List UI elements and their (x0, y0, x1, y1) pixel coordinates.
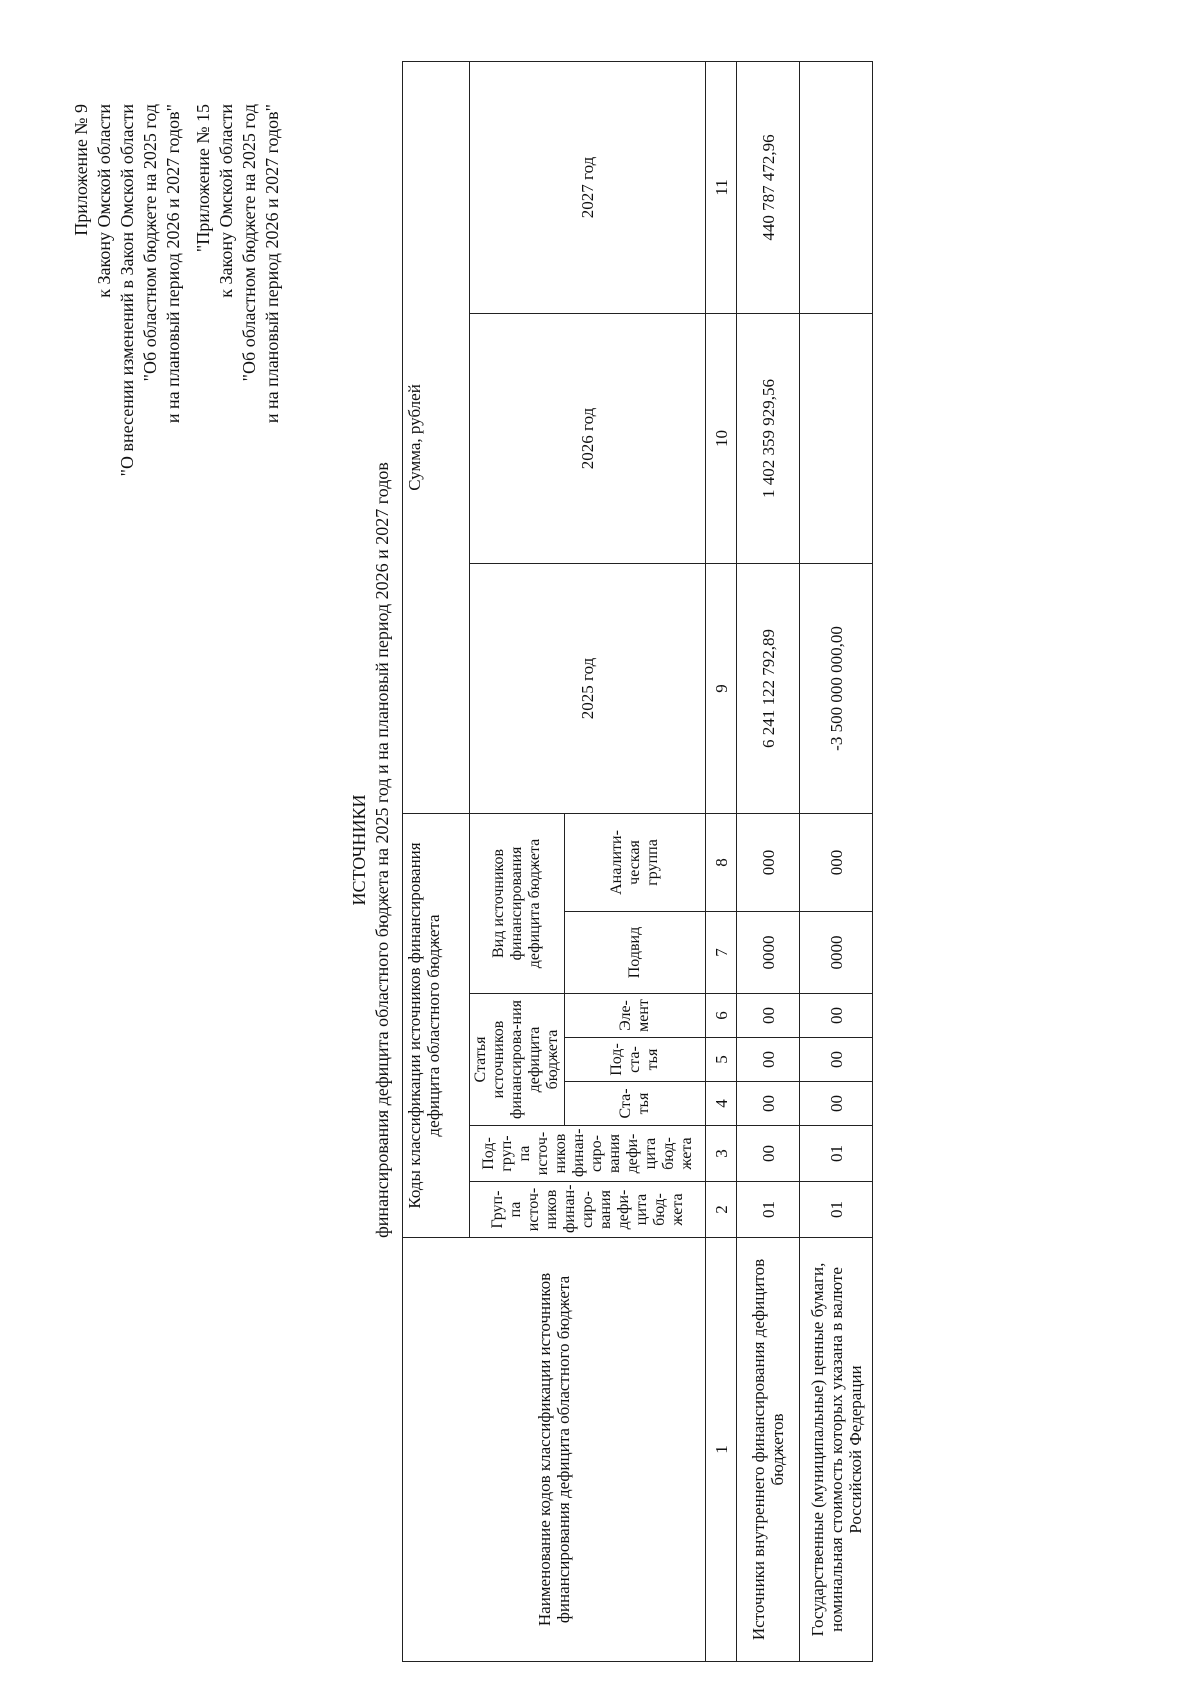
annex-secondary-line: "Об областном бюджете на 2025 год (239, 104, 259, 382)
table-row (737, 61, 800, 1661)
row-subkind-code: 0000 (800, 912, 873, 994)
column-number: 8 (706, 813, 737, 911)
annex-primary-line: к Закону Омской области (94, 104, 114, 298)
annex-primary-line: "Об областном бюджете на 2025 год (140, 104, 160, 382)
row-subkind-code: 0000 (737, 912, 800, 994)
column-number: 7 (706, 912, 737, 994)
row-article-code: 00 (737, 1082, 800, 1126)
annex-primary-line: и на плановый период 2026 и 2027 годов" (163, 104, 183, 424)
annex-primary-line: Приложение № 9 (71, 104, 91, 236)
subarticle-col-header: Под-ста-тья (565, 1038, 706, 1082)
column-number: 6 (706, 994, 737, 1038)
row-amount-2025: 6 241 122 792,89 (737, 563, 800, 813)
annex-primary-line: "О внесении изменений в Закон Омской области (117, 104, 137, 477)
column-number: 10 (706, 313, 737, 563)
column-number: 4 (706, 1082, 737, 1126)
row-amount-2027 (800, 61, 873, 313)
element-col-header: Эле-мент (565, 994, 706, 1038)
row-analytic-code: 000 (737, 813, 800, 911)
analytic-col-header: Аналити-ческая группа (565, 813, 706, 911)
row-amount-2025: -3 500 000 000,00 (800, 563, 873, 813)
subkind-col-header: Подвид (565, 912, 706, 994)
table-row (800, 61, 873, 1661)
article-header: Статья источников финансирова-ния дефицита бюджета (470, 994, 565, 1126)
annex-secondary-line: к Закону Омской области (216, 104, 236, 298)
column-number: 5 (706, 1038, 737, 1082)
column-number: 2 (706, 1182, 737, 1238)
group-header: Груп-па источ-ников финан-сиро-вания дефи-цита бюд-жета (470, 1182, 706, 1238)
codes-header: Коды классификации источников финансирования дефицита областного бюджета (403, 813, 470, 1237)
sum-header: Сумма, рублей (403, 61, 470, 813)
kind-header: Вид источников финансирования дефицита бюджета (470, 813, 565, 993)
row-element-code: 00 (800, 994, 873, 1038)
year-2025-header: 2025 год (470, 563, 706, 813)
year-2026-header: 2026 год (470, 313, 706, 563)
row-element-code: 00 (737, 994, 800, 1038)
row-analytic-code: 000 (800, 813, 873, 911)
annex-secondary (192, 104, 284, 423)
row-article-code: 00 (800, 1082, 873, 1126)
row-amount-2027: 440 787 472,96 (737, 61, 800, 313)
row-name: Источники внутреннего финансирования дефицитов бюджетов (737, 1238, 800, 1662)
row-amount-2026 (800, 313, 873, 563)
annex-primary (70, 104, 185, 476)
column-number: 9 (706, 563, 737, 813)
row-subarticle-code: 00 (737, 1038, 800, 1082)
name-header: Наименование кодов классификации источников финансирования дефицита областного бюджета (403, 1238, 706, 1662)
annex-secondary-line: и на плановый период 2026 и 2027 годов" (262, 104, 282, 424)
row-amount-2026: 1 402 359 929,56 (737, 313, 800, 563)
document-title: ИСТОЧНИКИ (349, 794, 369, 906)
document-subtitle: финансирования дефицита областного бюджета на 2025 год и на плановый период 2026 и 2027 годов (372, 462, 392, 1238)
row-subarticle-code: 00 (800, 1038, 873, 1082)
column-number-row (706, 61, 737, 1661)
row-group-code: 01 (737, 1182, 800, 1238)
column-number: 3 (706, 1126, 737, 1182)
row-subgroup-code: 01 (800, 1126, 873, 1182)
column-number: 1 (706, 1238, 737, 1662)
row-group-code: 01 (800, 1182, 873, 1238)
subgroup-header: Под-груп-па источ-ников финан-сиро-вания дефи-цита бюд-жета (470, 1126, 706, 1182)
article-col-header: Ста-тья (565, 1082, 706, 1126)
column-number: 11 (706, 61, 737, 313)
row-subgroup-code: 00 (737, 1126, 800, 1182)
year-2027-header: 2027 год (470, 61, 706, 313)
row-name: Государственные (муниципальные) ценные бумаги, номинальная стоимость которых указана в валюте Российской Федерации (800, 1238, 873, 1662)
annex-secondary-line: "Приложение № 15 (193, 104, 213, 253)
header-row-codes (403, 61, 470, 1661)
sources-table (402, 61, 873, 1662)
